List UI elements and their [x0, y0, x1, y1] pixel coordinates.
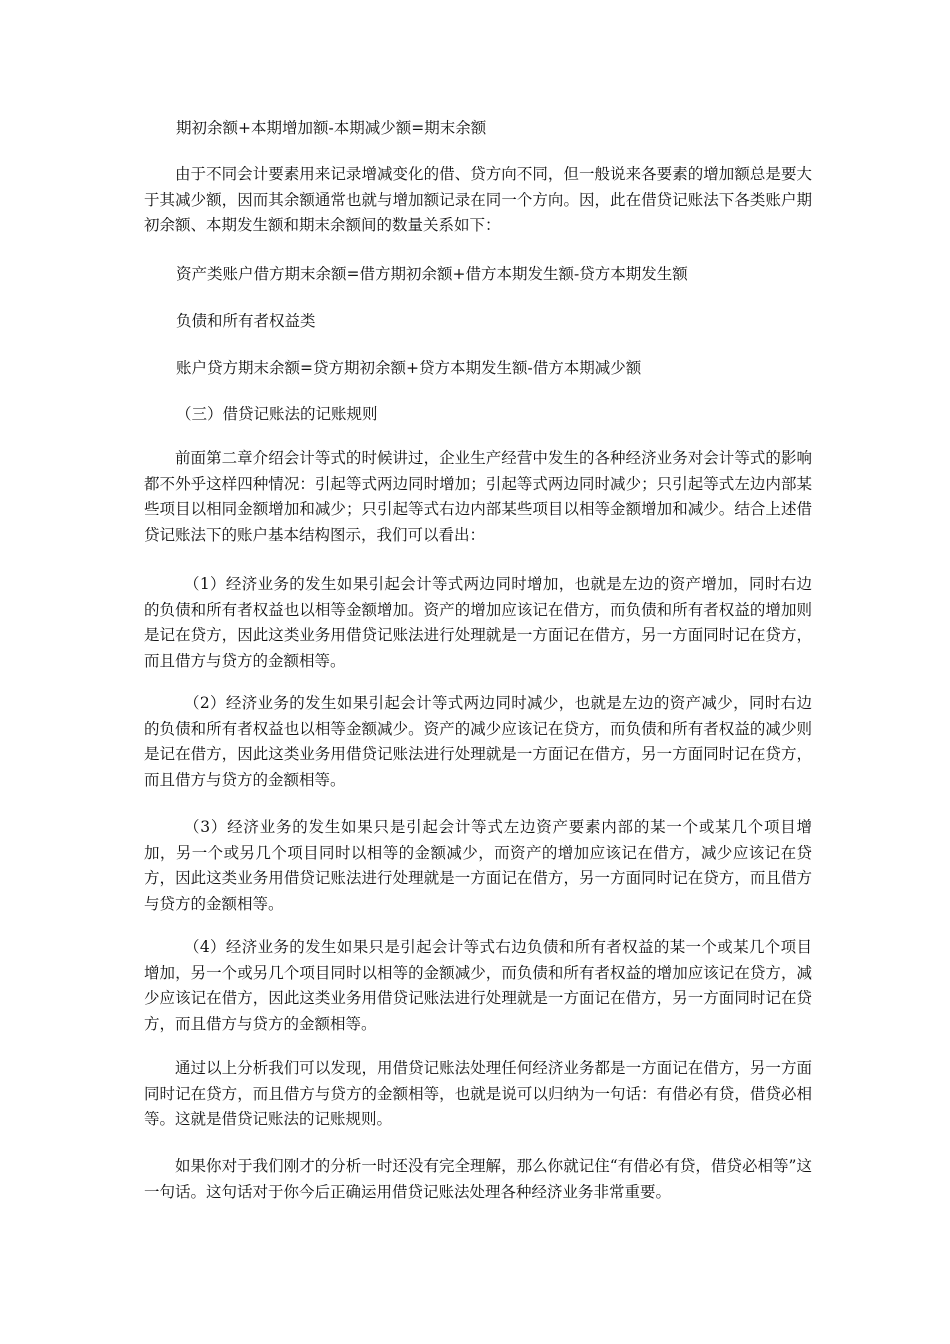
list-item-case-4: （4）经济业务的发生如果只是引起会计等式右边负债和所有者权益的某一个或某几个项目增加，另一个或另几个项目同时以相等的金额减少，而负债和所有者权益的增加应该记在贷方，减少应该记在借方，因此这类业务用借贷记账法进行处理就是一方面记在借方，另一方面同时记在贷方，而且借方与贷方的金额相等。 — [144, 938, 812, 1033]
list-item-case-1: （1）经济业务的发生如果引起会计等式两边同时增加，也就是左边的资产增加，同时右边的负债和所有者权益也以相等金额增加。资产的增加应该记在借方，而负债和所有者权益的增加则是记在贷方，因此这类业务用借贷记账法进行处理就是一方面记在借方，另一方面同时记在贷方，而且借方与贷方的金额相等。 — [144, 575, 812, 670]
paragraph-rule-summary: 通过以上分析我们可以发现，用借贷记账法处理任何经济业务都是一方面记在借方，另一方面同时记在贷方，而且借方与贷方的金额相等，也就是说可以归纳为一句话：有借必有贷，借贷必相等。这就是借贷记账法的记账规则。 — [144, 1059, 812, 1128]
paragraph-closing-note: 如果你对于我们刚才的分析一时还没有完全理解，那么你就记住“有借必有贷，借贷必相等”这一句话。这句话对于你今后正确运用借贷记账法处理各种经济业务非常重要。 — [144, 1157, 812, 1201]
list-item-case-3: （3）经济业务的发生如果只是引起会计等式左边资产要素内部的某一个或某几个项目增加，另一个或另几个项目同时以相等的金额减少，而资产的增加应该记在借方，减少应该记在贷方，因此这类业务用借贷记账法进行处理就是一方面记在借方，另一方面同时记在贷方，而且借方与贷方的金额相等。 — [144, 818, 812, 913]
section-heading: （三）借贷记账法的记账规则 — [176, 405, 378, 423]
paragraph-four-situations: 前面第二章介绍会计等式的时候讲过，企业生产经营中发生的各种经济业务对会计等式的影响都不外乎这样四种情况：引起等式两边同时增加；引起等式两边同时减少；只引起等式左边内部某些项目以相同金额增加和减少；只引起等式右边内部某些项目以相等金额增加和减少。结合上述借贷记账法下的账户基本结构图示，我们可以看出： — [144, 449, 812, 544]
formula-liability-label: 负债和所有者权益类 — [176, 312, 316, 330]
formula-asset-account: 资产类账户借方期末余额=借方期初余额+借方本期发生额-贷方本期发生额 — [176, 265, 688, 283]
list-item-case-2: （2）经济业务的发生如果引起会计等式两边同时减少，也就是左边的资产减少，同时右边的负债和所有者权益也以相等金额减少。资产的减少应该记在贷方，而负债和所有者权益的减少则是记在借方，因此这类业务用借贷记账法进行处理就是一方面记在借方，另一方面同时记在贷方，而且借方与贷方的金额相等。 — [144, 694, 812, 789]
paragraph-balance-direction: 由于不同会计要素用来记录增减变化的借、贷方向不同，但一般说来各要素的增加额总是要大于其减少额，因而其余额通常也就与增加额记录在同一个方向。因，此在借贷记账法下各类账户期初余额、本期发生额和期末余额间的数量关系如下： — [144, 165, 812, 234]
formula-liability-account: 账户贷方期末余额=贷方期初余额+贷方本期发生额-借方本期减少额 — [176, 359, 642, 377]
formula-balance: 期初余额+本期增加额-本期减少额=期末余额 — [176, 119, 487, 137]
